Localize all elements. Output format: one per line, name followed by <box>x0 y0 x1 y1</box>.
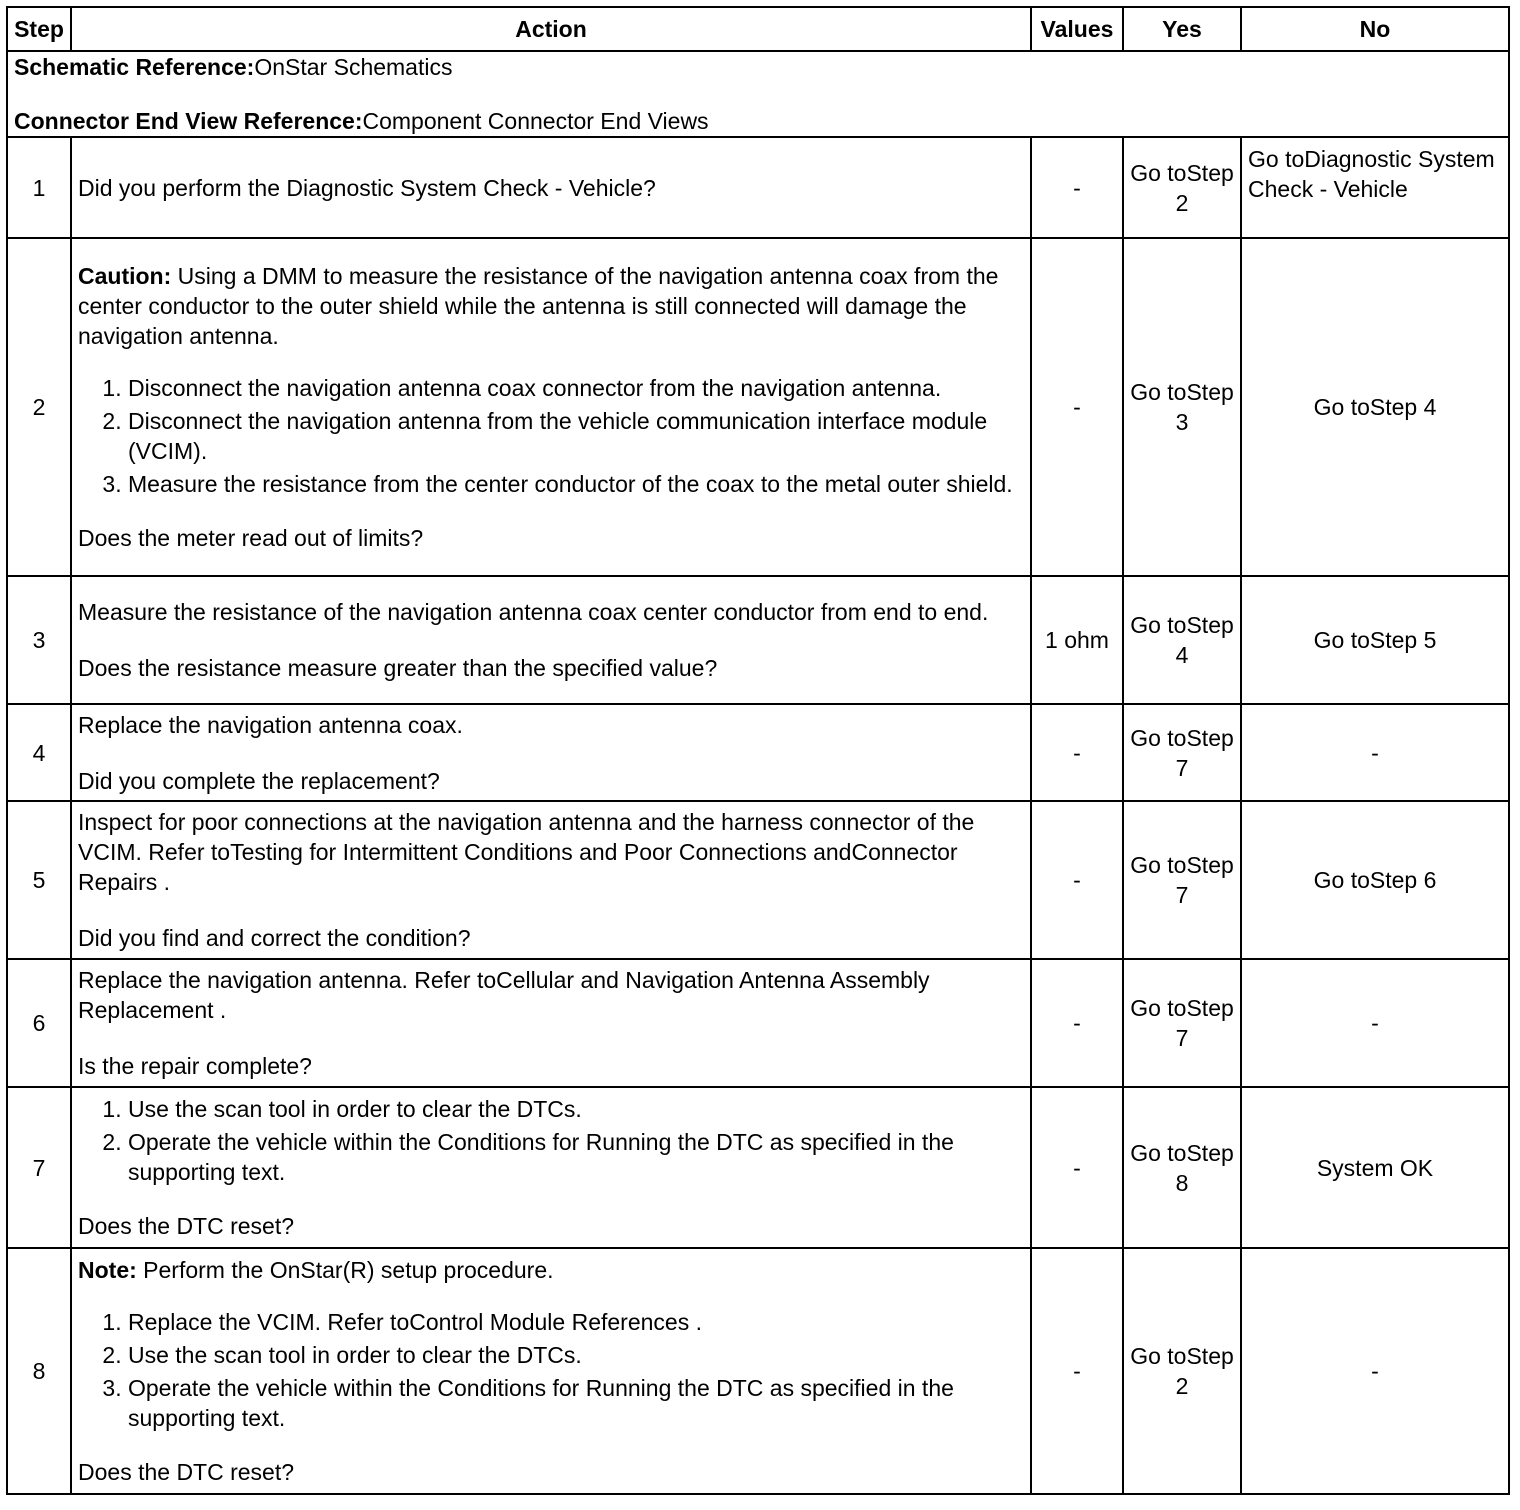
header-row <box>7 7 1509 51</box>
table-row <box>7 801 1509 959</box>
list-item: 2. Use the scan tool in order to clear the DTCs. <box>128 1340 1024 1370</box>
action-cell <box>71 801 1031 959</box>
note <box>78 1255 1024 1285</box>
schematic-reference-label: Schematic Reference: <box>14 54 255 80</box>
step-number: 1 <box>7 137 71 238</box>
no-cell: System OK <box>1241 1087 1509 1248</box>
note-label: Note: <box>78 1257 137 1283</box>
table-row <box>7 959 1509 1087</box>
action-cell <box>71 1248 1031 1494</box>
reference-row <box>7 51 1509 137</box>
value-cell: - <box>1031 801 1123 959</box>
action-question: Does the meter read out of limits? <box>78 525 424 551</box>
note-text: Perform the OnStar(R) setup procedure. <box>136 1257 554 1283</box>
yes-cell[interactable]: Go toStep 7 <box>1123 801 1241 959</box>
action-cell <box>71 1087 1031 1248</box>
no-cell[interactable]: Go toStep 4 <box>1241 238 1509 576</box>
value-cell: - <box>1031 1087 1123 1248</box>
action-question: Does the DTC reset? <box>78 1213 295 1239</box>
table-row <box>7 704 1509 801</box>
action-instruction: Replace the navigation antenna coax. <box>78 711 463 738</box>
action-question: Is the repair complete? <box>78 1053 312 1079</box>
action-question: Does the DTC reset? <box>78 1459 295 1485</box>
action-cell <box>71 576 1031 704</box>
list-item: 1. Use the scan tool in order to clear the DTCs. <box>128 1094 1024 1124</box>
step-number: 8 <box>7 1248 71 1494</box>
connector-reference <box>14 106 1502 136</box>
list-item: 1. Replace the VCIM. Refer toControl Module References . <box>128 1307 1024 1337</box>
action-question: Did you find and correct the condition? <box>78 925 471 951</box>
reference-cell <box>7 51 1509 137</box>
procedure-list <box>78 373 1024 499</box>
procedure-list <box>78 1307 1024 1433</box>
caution-label: Caution: <box>78 263 172 289</box>
table-row <box>7 1248 1509 1494</box>
table-row <box>7 1087 1509 1248</box>
header-action: Action <box>71 7 1031 51</box>
value-cell: 1 ohm <box>1031 576 1123 704</box>
diagnostic-table <box>6 6 1510 1495</box>
step-number: 3 <box>7 576 71 704</box>
connector-reference-label: Connector End View Reference: <box>14 108 363 134</box>
yes-cell[interactable]: Go toStep 3 <box>1123 238 1241 576</box>
yes-cell[interactable]: Go toStep 2 <box>1123 137 1241 238</box>
step-number: 7 <box>7 1087 71 1248</box>
no-cell: - <box>1241 704 1509 801</box>
header-values: Values <box>1031 7 1123 51</box>
list-item: 2. Disconnect the navigation antenna from the vehicle communication interface module (VCIM). <box>128 406 1024 466</box>
no-cell[interactable]: Go toDiagnostic System Check - Vehicle <box>1241 137 1509 238</box>
header-yes: Yes <box>1123 7 1241 51</box>
caution-note <box>78 261 1024 351</box>
value-cell: - <box>1031 238 1123 576</box>
list-item: 3. Measure the resistance from the center conductor of the coax to the metal outer shield. <box>128 469 1024 499</box>
header-step: Step <box>7 7 71 51</box>
value-cell: - <box>1031 959 1123 1087</box>
step-number: 2 <box>7 238 71 576</box>
value-cell: - <box>1031 1248 1123 1494</box>
step-number: 5 <box>7 801 71 959</box>
no-cell[interactable]: Go toStep 6 <box>1241 801 1509 959</box>
schematic-reference-link[interactable]: OnStar Schematics <box>254 54 453 80</box>
list-item: 3. Operate the vehicle within the Conditions for Running the DTC as specified in the supporting text. <box>128 1373 1024 1433</box>
connector-reference-link[interactable]: Component Connector End Views <box>362 108 709 134</box>
no-cell: - <box>1241 959 1509 1087</box>
value-cell: - <box>1031 704 1123 801</box>
yes-cell[interactable]: Go toStep 4 <box>1123 576 1241 704</box>
action-cell <box>71 137 1031 238</box>
yes-cell[interactable]: Go toStep 8 <box>1123 1087 1241 1248</box>
table-row <box>7 576 1509 704</box>
table-row <box>7 238 1509 576</box>
value-cell: - <box>1031 137 1123 238</box>
action-question: Did you perform the Diagnostic System Check - Vehicle? <box>78 174 656 201</box>
step-number: 4 <box>7 704 71 801</box>
table-row <box>7 137 1509 238</box>
list-item: 2. Operate the vehicle within the Conditions for Running the DTC as specified in the supporting text. <box>128 1127 1024 1187</box>
caution-text: Using a DMM to measure the resistance of the navigation antenna coax from the center conductor to the outer shield while the antenna is still connected will damage the navigation antenna. <box>78 263 999 349</box>
list-item: 1. Disconnect the navigation antenna coax connector from the navigation antenna. <box>128 373 1024 403</box>
no-cell[interactable]: Go toStep 5 <box>1241 576 1509 704</box>
action-question: Did you complete the replacement? <box>78 767 440 794</box>
action-instruction: Inspect for poor connections at the navigation antenna and the harness connector of the VCIM. Refer toTesting for Intermittent Conditions and Poor Connections andConnector Repairs . <box>78 809 975 895</box>
yes-cell[interactable]: Go toStep 2 <box>1123 1248 1241 1494</box>
action-instruction: Measure the resistance of the navigation antenna coax center conductor from end to end. <box>78 599 989 625</box>
no-cell: - <box>1241 1248 1509 1494</box>
yes-cell[interactable]: Go toStep 7 <box>1123 959 1241 1087</box>
action-cell <box>71 959 1031 1087</box>
yes-cell[interactable]: Go toStep 7 <box>1123 704 1241 801</box>
procedure-list <box>78 1094 1024 1187</box>
step-number: 6 <box>7 959 71 1087</box>
action-question: Does the resistance measure greater than the specified value? <box>78 655 718 681</box>
action-cell <box>71 704 1031 801</box>
header-no: No <box>1241 7 1509 51</box>
action-cell <box>71 238 1031 576</box>
schematic-reference <box>14 52 1502 82</box>
action-instruction: Replace the navigation antenna. Refer toCellular and Navigation Antenna Assembly Replacement . <box>78 967 930 1023</box>
